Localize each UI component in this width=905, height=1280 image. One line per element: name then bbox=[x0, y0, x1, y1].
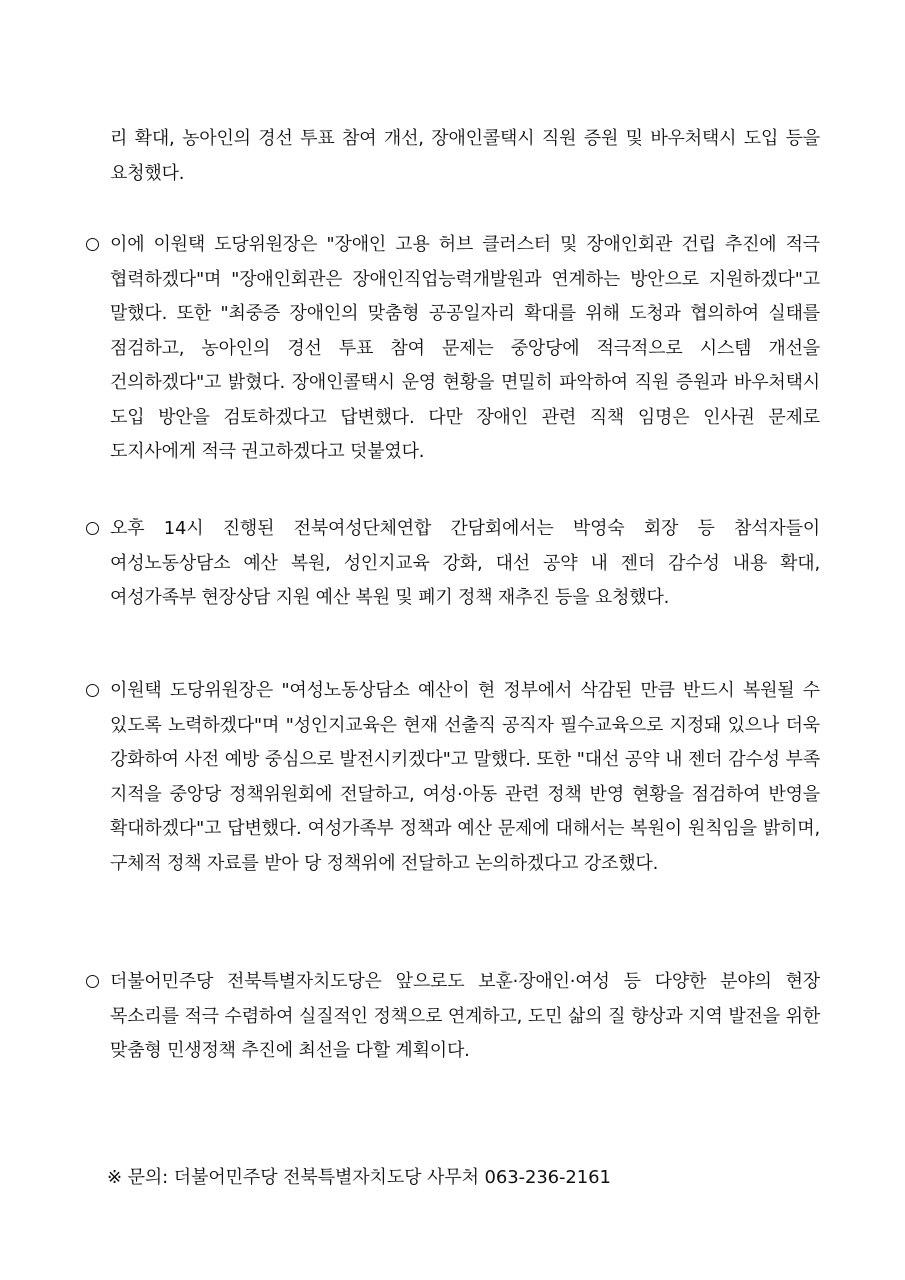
paragraph-text: 리 확대, 농아인의 경선 투표 참여 개선, 장애인콜택시 직원 증원 및 바우처택시 도입 등을 요청했다. bbox=[110, 128, 820, 184]
paragraph-text: 이에 이원택 도당위원장은 "장애인 고용 허브 클러스터 및 장애인회관 건립 추진에 적극 협력하겠다"며 "장애인회관은 장애인직업능력개발원과 연계하는 방안으로 지원하겠다"고 말했다. 또한 "최중증 장애인의 맞춤형 공공일자리 확대를 위해 도청과 협의하여 실태를 점검하고, 농아인의 경선 투표 참여 문제는 중앙당에 적극적으로 시스템 개선을 건의하겠다"고 밝혔다. 장애인콜택시 운영 현황을 면밀히 파악하여 직원 증원과 바우처택시 도입 방안을 검토하겠다고 답변했다. 다만 장애인 관련 직책 임명은 인사권 문제로 도지사에게 적극 권고하겠다고 덧붙였다. bbox=[110, 234, 820, 462]
circle-bullet-icon bbox=[86, 228, 104, 263]
paragraph-text: 더불어민주당 전북특별자치도당은 앞으로도 보훈·장애인·여성 등 다양한 분야의 현장 목소리를 적극 수렴하여 실질적인 정책으로 연계하고, 도민 삶의 질 향상과 지역 발전을 위한 맞춤형 민생정책 추진에 최선을 다할 계획이다. bbox=[110, 971, 820, 1061]
paragraph-disability-response bbox=[110, 228, 820, 470]
paragraph-text: 이원택 도당위원장은 "여성노동상담소 예산이 현 정부에서 삭감된 만큼 반드시 복원될 수 있도록 노력하겠다"며 "성인지교육은 현재 선출직 공직자 필수교육으로 지정돼 있으나 더욱 강화하여 사전 예방 중심으로 발전시키겠다"고 말했다. 또한 "대선 공약 내 젠더 감수성 부족 지적을 중앙당 정책위원회에 전달하고, 여성·아동 관련 정책 반영 현황을 점검하여 반영을 확대하겠다"고 답변했다. 여성가족부 정책과 예산 문제에 대해서는 복원이 원칙임을 밝히며, 구체적 정책 자료를 받아 당 정책위에 전달하고 논의하겠다고 강조했다. bbox=[110, 680, 820, 874]
paragraph-women-meeting bbox=[110, 512, 820, 616]
contact-info: ※ 문의: 더불어민주당 전북특별자치도당 사무처 063-236-2161 bbox=[107, 1167, 611, 1188]
paragraph-text: 오후 14시 진행된 전북여성단체연합 간담회에서는 박영숙 회장 등 참석자들이 여성노동상담소 예산 복원, 성인지교육 강화, 대선 공약 내 젠더 감수성 내용 확대, 여성가족부 현장상담 지원 예산 복원 및 폐기 정책 재추진 등을 요청했다. bbox=[110, 518, 820, 608]
circle-bullet-icon bbox=[86, 674, 104, 709]
paragraph-women-response bbox=[110, 674, 820, 881]
circle-bullet-icon bbox=[86, 965, 104, 1000]
circle-bullet-icon bbox=[86, 512, 104, 547]
paragraph-continuation bbox=[110, 122, 820, 191]
paragraph-closing bbox=[110, 965, 820, 1069]
